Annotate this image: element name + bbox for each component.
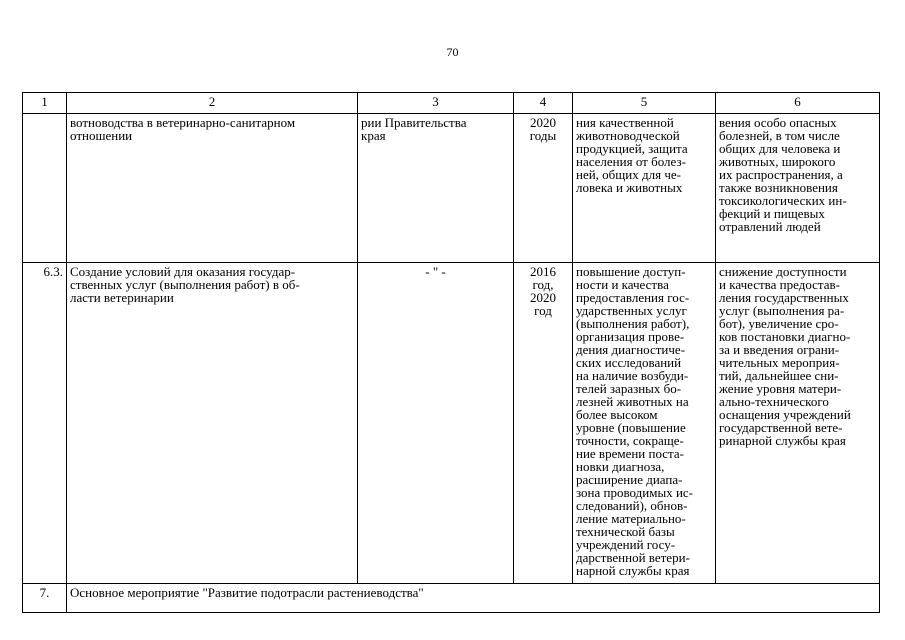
period-cell: 2016 год, 2020 год bbox=[514, 263, 573, 584]
column-header: 2 bbox=[67, 93, 358, 114]
row-number-cell bbox=[23, 114, 67, 263]
table-header-row bbox=[23, 93, 880, 114]
table-row bbox=[23, 263, 880, 584]
measure-name-cell: вотноводства в ветеринарно-санитарном отношении bbox=[67, 114, 358, 263]
row-number-cell: 6.3. bbox=[23, 263, 67, 584]
column-header: 6 bbox=[716, 93, 880, 114]
column-header: 1 bbox=[23, 93, 67, 114]
expected-result-cell: ния качественной животноводческой продукцией, защита населения от болез- ней, общих для че- ловека и животных bbox=[573, 114, 716, 263]
column-header: 5 bbox=[573, 93, 716, 114]
expected-result-cell: повышение доступ- ности и качества предоставления гос- ударственных услуг (выполнения работ), организация прове- дения диагностиче- ских исследований на наличие возбуди- телей заразных бо- лезней животных на более высоком уровне (повышение точности, сокраще- ние времени поста- новки диагноза, расширение диапа- зона проводимых ис- следований), обнов- ление материально- технической базы учреждений госу- дарственной ветери- нарной службы края bbox=[573, 263, 716, 584]
page-number: 70 bbox=[446, 45, 459, 59]
executor-cell: - " - bbox=[358, 263, 514, 584]
table-row bbox=[23, 114, 880, 263]
consequences-cell: снижение доступности и качества предостав- ления государственных услуг (выполнения ра- бот), увеличение сро- ков постановки диагно- за и введения ограни- чительных мероприя- тий, дальнейшее сни- жение уровня матери- ально-технического оснащения учреждений государственной вете- ринарной службы края bbox=[716, 263, 880, 584]
measure-name-cell: Создание условий для оказания государ- ственных услуг (выполнения работ) в об- ласти ветеринарии bbox=[67, 263, 358, 584]
column-header: 3 bbox=[358, 93, 514, 114]
section-title-cell: Основное мероприятие "Развитие подотрасли растениеводства" bbox=[67, 584, 880, 613]
measures-table bbox=[22, 92, 880, 613]
row-number-cell: 7. bbox=[23, 584, 67, 613]
period-cell: 2020 годы bbox=[514, 114, 573, 263]
table-row bbox=[23, 584, 880, 613]
consequences-cell: вения особо опасных болезней, в том числе общих для человека и животных, широкого их распространения, а также возникновения токсикологических ин- фекций и пищевых отравлений людей bbox=[716, 114, 880, 263]
column-header: 4 bbox=[514, 93, 573, 114]
executor-cell: рии Правительства края bbox=[358, 114, 514, 263]
